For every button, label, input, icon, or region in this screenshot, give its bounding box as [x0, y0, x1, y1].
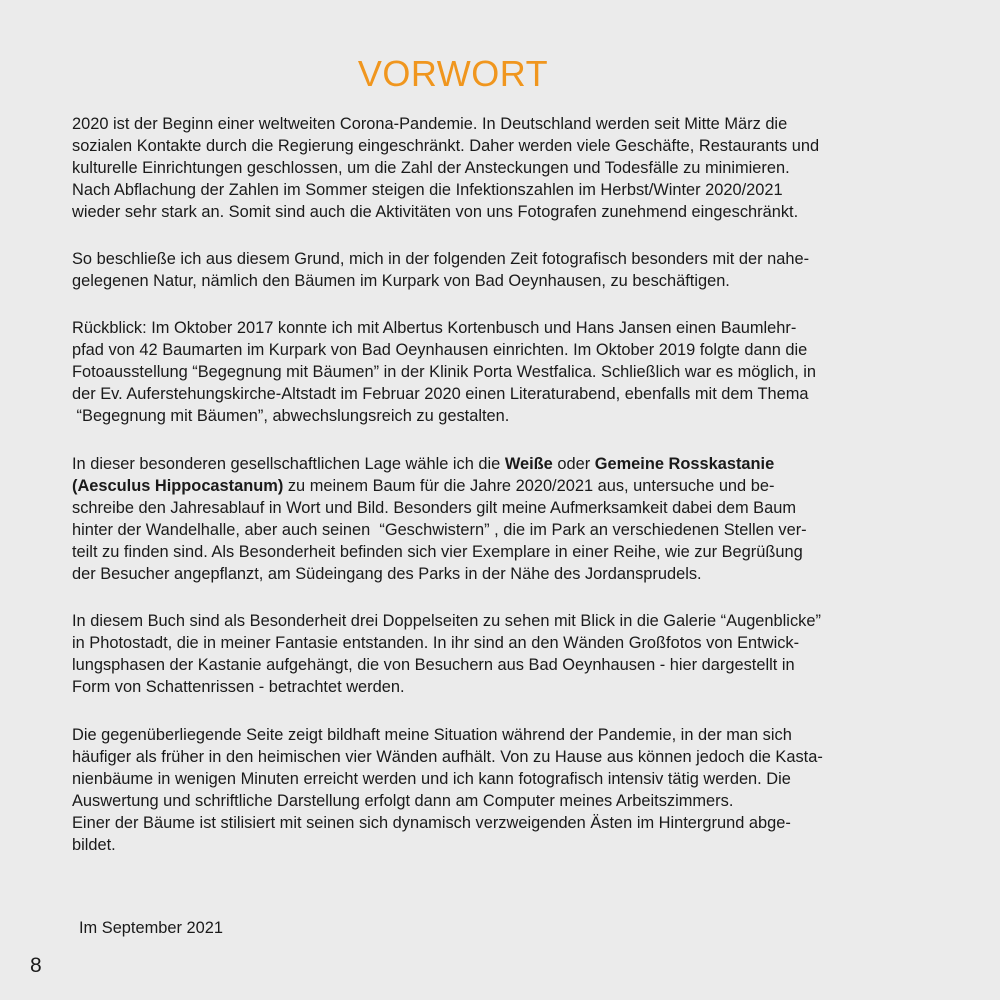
bold-term-latin-name: (Aesculus Hippocastanum)	[72, 477, 284, 495]
text-line: Fotoausstellung “Begegnung mit Bäumen” in der Klinik Porta Westfalica. Schließlich war es möglich, in	[72, 363, 816, 381]
text-line: Nach Abflachung der Zahlen im Sommer steigen die Infektionszahlen im Herbst/Winter 2020/2021	[72, 181, 783, 199]
text-line: gelegenen Natur, nämlich den Bäumen im Kurpark von Bad Oeynhausen, zu beschäftigen.	[72, 272, 730, 290]
paragraph-book	[72, 610, 932, 698]
text-line: Form von Schattenrissen - betrachtet werden.	[72, 678, 405, 696]
text-line: lungsphasen der Kastanie aufgehängt, die von Besuchern aus Bad Oeynhausen - hier dargestellt in	[72, 656, 795, 674]
text-line: der Besucher angepflanzt, am Südeingang des Parks in der Nähe des Jordansprudels.	[72, 565, 702, 583]
paragraph-opposite-page	[72, 724, 932, 856]
text-line: hinter der Wandelhalle, aber auch seinen “Geschwistern” , die im Park an verschiedenen Stellen ver-	[72, 521, 807, 539]
paragraph-decision	[72, 248, 932, 292]
text-line: sozialen Kontakte durch die Regierung eingeschränkt. Daher werden viele Geschäfte, Restaurants und	[72, 137, 820, 155]
text-line: wieder sehr stark an. Somit sind auch die Aktivitäten von uns Fotografen zunehmend eingeschränkt.	[72, 203, 799, 221]
text-line	[72, 475, 932, 497]
paragraph-chestnut	[72, 453, 932, 585]
page-title: VORWORT	[357, 53, 549, 94]
page-number: 8	[30, 954, 42, 977]
text-line: Die gegenüberliegende Seite zeigt bildhaft meine Situation während der Pandemie, in der man sich	[72, 726, 792, 744]
text-line: “Begegnung mit Bäumen”, abwechslungsreich zu gestalten.	[72, 407, 510, 425]
text-run: In dieser besonderen gesellschaftlichen Lage wähle ich die	[72, 455, 505, 473]
text-line	[72, 453, 932, 475]
bold-term-white: Weiße	[504, 455, 553, 473]
text-line: der Ev. Auferstehungskirche-Altstadt im Februar 2020 einen Literaturabend, ebenfalls mit dem Thema	[72, 385, 809, 403]
text-line: In diesem Buch sind als Besonderheit drei Doppelseiten zu sehen mit Blick in die Galerie “Augenblicke”	[72, 612, 821, 630]
date-signature: Im September 2021	[79, 919, 223, 937]
text-line: 2020 ist der Beginn einer weltweiten Corona-Pandemie. In Deutschland werden seit Mitte März die	[72, 115, 788, 133]
text-line: Einer der Bäume ist stilisiert mit seinen sich dynamisch verzweigenden Ästen im Hintergrund abge-	[72, 814, 791, 832]
text-run: oder	[552, 455, 595, 473]
paragraph-intro	[72, 113, 932, 223]
text-line: schreibe den Jahresablauf in Wort und Bild. Besonders gilt meine Aufmerksamkeit dabei dem Baum	[72, 499, 796, 517]
text-line: bildet.	[72, 836, 116, 854]
bold-term-common-horse-chestnut: Gemeine Rosskastanie	[594, 455, 775, 473]
paragraph-review	[72, 317, 932, 427]
text-line: Auswertung und schriftliche Darstellung erfolgt dann am Computer meines Arbeitszimmers.	[72, 792, 734, 810]
text-line: häufiger als früher in den heimischen vier Wänden aufhält. Von zu Hause aus können jedoch die Kasta-	[72, 748, 823, 766]
text-line: pfad von 42 Baumarten im Kurpark von Bad Oeynhausen einrichten. Im Oktober 2019 folgte dann die	[72, 341, 808, 359]
text-line: in Photostadt, die in meiner Fantasie entstanden. In ihr sind an den Wänden Großfotos von Entwick-	[72, 634, 800, 652]
text-line: Rückblick: Im Oktober 2017 konnte ich mit Albertus Kortenbusch und Hans Jansen einen Baumlehr-	[72, 319, 797, 337]
text-line: teilt zu finden sind. Als Besonderheit befinden sich vier Exemplare in einer Reihe, wie zur Begrüßung	[72, 543, 803, 561]
text-line: nienbäume in wenigen Minuten erreicht werden und ich kann fotografisch intensiv tätig werden. Die	[72, 770, 791, 788]
text-run: zu meinem Baum für die Jahre 2020/2021 aus, untersuche und be-	[283, 477, 775, 495]
text-line: kulturelle Einrichtungen geschlossen, um die Zahl der Ansteckungen und Todesfälle zu minimieren.	[72, 159, 790, 177]
text-line: So beschließe ich aus diesem Grund, mich in der folgenden Zeit fotografisch besonders mit der nahe-	[72, 250, 810, 268]
